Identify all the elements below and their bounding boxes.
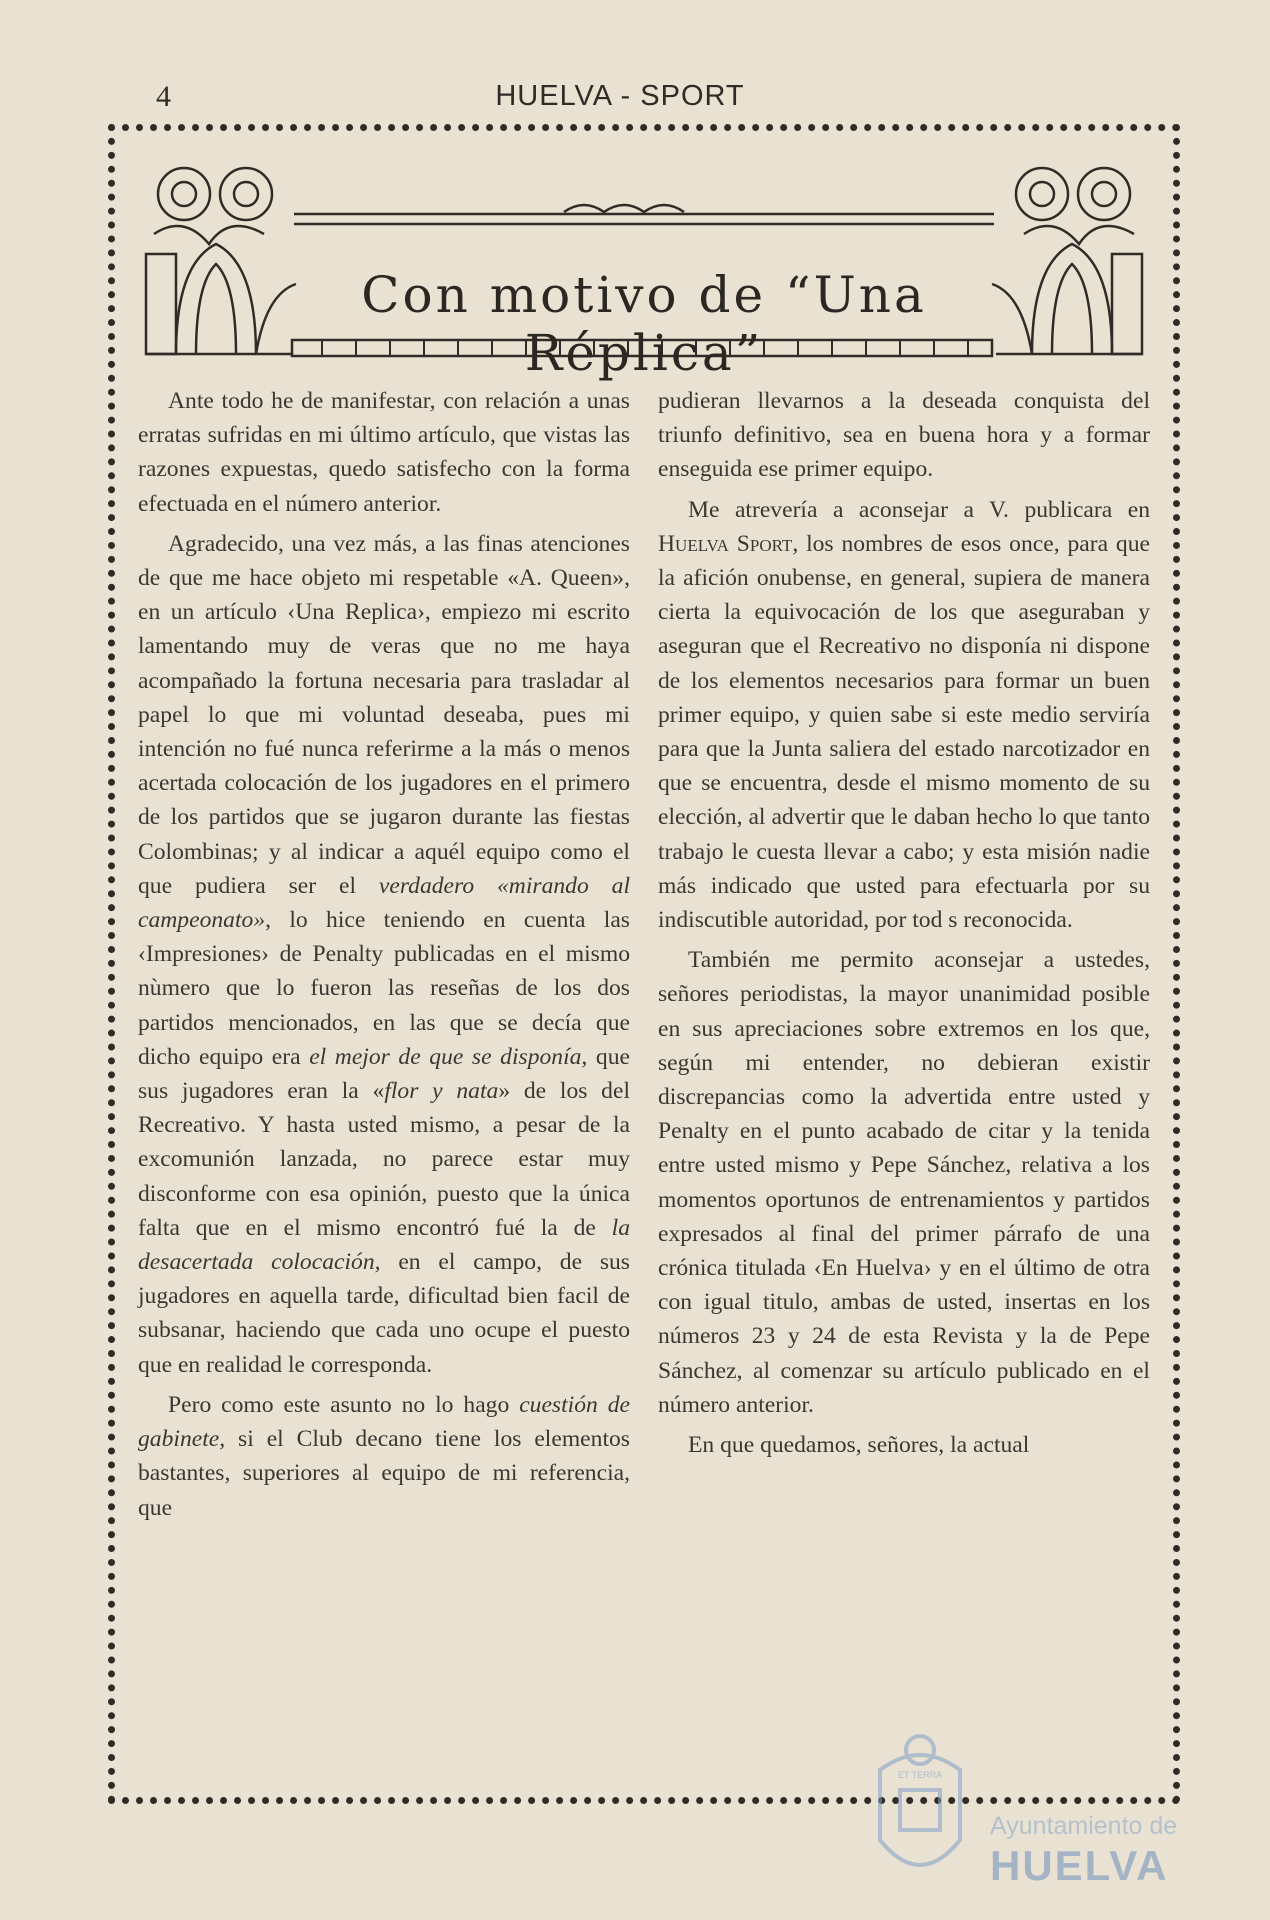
paragraph: Ante todo he de manifestar, con relación a unas erratas sufridas en mi último artículo, que vistas las razones expuestas, quedo satisfecho con la forma efectuada en el número anterior. bbox=[138, 388, 630, 517]
watermark-line-2: HUELVA bbox=[990, 1842, 1169, 1889]
article-header bbox=[144, 154, 1144, 382]
watermark bbox=[860, 1720, 1200, 1900]
running-title: HUELVA - SPORT bbox=[495, 80, 745, 112]
left-column bbox=[138, 384, 630, 1531]
article-title: Con motivo de “Una Réplica” bbox=[361, 266, 927, 382]
article-frame bbox=[108, 124, 1180, 1804]
page-header bbox=[150, 78, 1090, 118]
paragraph: Me atrevería a aconsejar a V. publicara en Huelva Sport, los nombres de esos once, para que la afición onubense, en general, supiera de manera cierta la equivocación de los que aseguraban y aseguran que el Recreativo no disponía ni dispone de los elementos necesarios para formar un buen primer equipo, y quien sabe si este medio serviría para que la Junta saliera del estado narcotizador en que se encuentra, desde el mismo momento de su elección, al advertir que le daban hecho lo que tanto trabajo le cuesta llevar a cabo; y esta misión nadie más indicado que usted para efectuarla por su indiscutible autoridad, por tod s reconocida. bbox=[658, 496, 1151, 934]
page-number: 4 bbox=[156, 80, 171, 113]
paragraph: pudieran llevarnos a la deseada conquista del triunfo definitivo, sea en buena hora y a formar enseguida ese primer equipo. bbox=[658, 388, 1150, 483]
article-body bbox=[138, 384, 1150, 1784]
svg-text:ET TERRA: ET TERRA bbox=[897, 1770, 943, 1780]
watermark-line-1: Ayuntamiento de bbox=[990, 1812, 1178, 1840]
paragraph: También me permito aconsejar a ustedes, señores periodistas, la mayor unanimidad posible en sus apreciaciones sobre extremos en los que, según mi entender, no debieran existir discrepancias como la advertida entre usted y Penalty en el punto acabado de citar y la tenida entre usted mismo y Pepe Sánchez, relativa a los momentos oportunos de entrenamientos y partidos expresados al final del primer párrafo de una crónica titulada ‹En Huelva› y en el último de otra con igual titulo, ambas de usted, insertas en los números 23 y 24 de esta Revista y la de Pepe Sánchez, al comenzar su artículo publicado en el número anterior. bbox=[658, 947, 1150, 1418]
paragraph: Agradecido, una vez más, a las finas atenciones de que me hace objeto mi respetable «A. Queen», en un artículo ‹Una Replica›, empiezo mi escrito lamentando muy de veras que no me haya acompañado la fortuna necesaria para trasladar al papel lo que mi voluntad deseaba, pues mi intención no fué nunca referirme a la más o menos acertada colocación de los jugadores en el primero de los partidos que se jugaron durante las fiestas Colombinas; y al indicar a aquél equipo como el que pudiera ser el verdadero «mirando al campeonato», lo hice teniendo en cuenta las ‹Impresiones› de Penalty publicadas en el mismo nùmero que lo fueron las reseñas de los dos partidos mencionados, en las que se decía que dicho equipo era el mejor de que se disponía, que sus jugadores eran la «flor y nata» de los del Recreativo. Y hasta usted mismo, a pesar de la excomunión lanzada, no parece estar muy disconforme con esa opinión, puesto que la única falta que en el mismo encontró fué la de la desacertada colocación, en el campo, de sus jugadores en aquella tarde, dificultad bien facil de subsanar, haciendo que cada uno ocupe el puesto que en realidad le corresponda. bbox=[138, 530, 631, 1378]
paragraph: En que quedamos, señores, la actual bbox=[688, 1432, 1030, 1459]
right-column bbox=[658, 384, 1150, 1468]
city-seal-icon bbox=[860, 1730, 980, 1900]
paragraph: Pero como este asunto no lo hago cuestión de gabinete, si el Club decano tiene los elementos bastantes, superiores al equipo de mi referencia, que bbox=[138, 1391, 631, 1521]
